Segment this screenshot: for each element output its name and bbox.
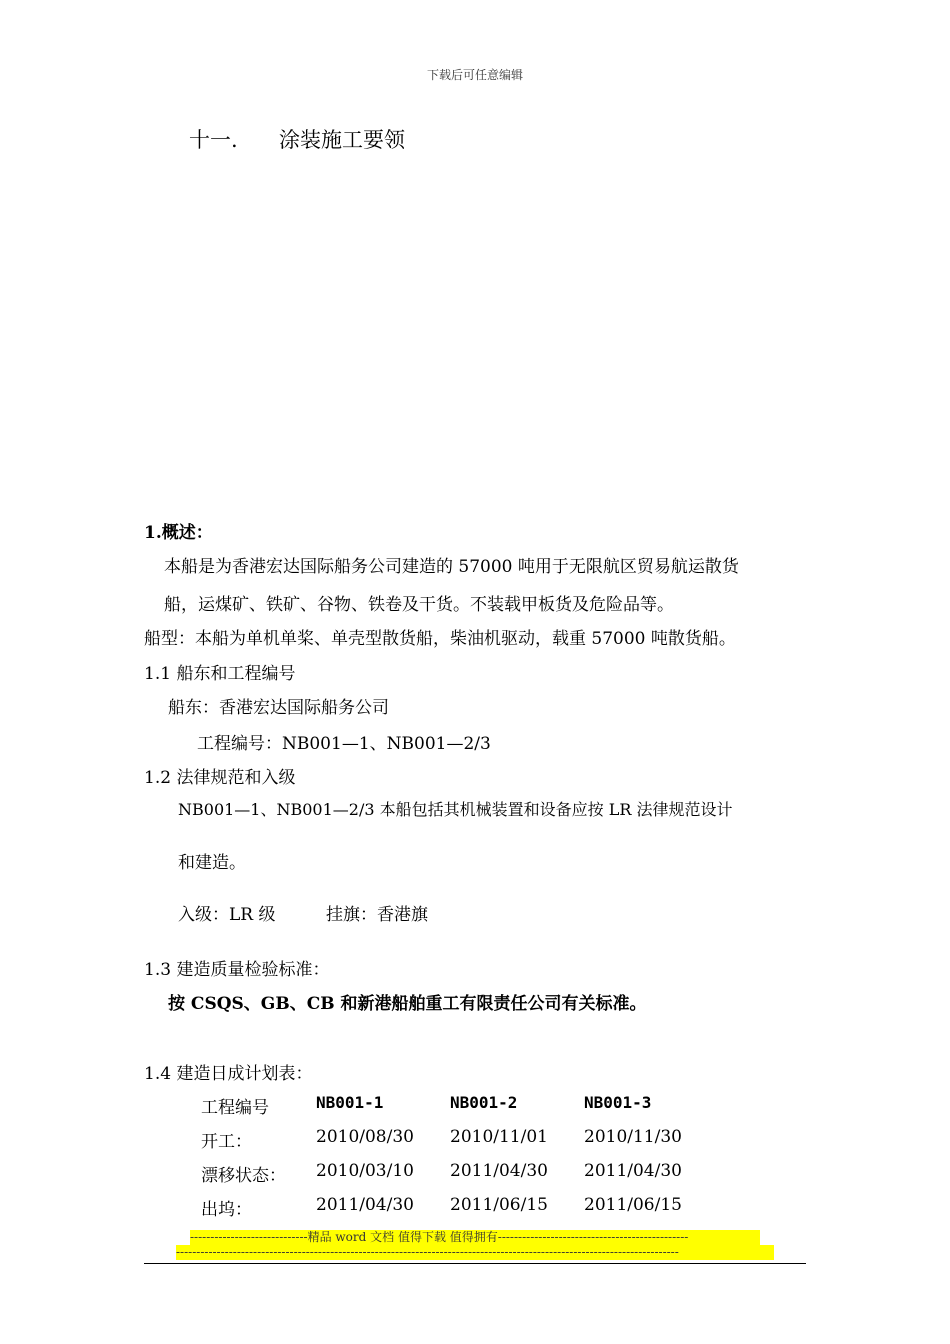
schedule-cell: 2010/03/10 [316, 1161, 414, 1181]
schedule-cell: 2010/11/30 [584, 1127, 682, 1147]
section-1-3-heading: 1.3 建造质量检验标准： [144, 960, 330, 980]
schedule-header-nb001-1: NB001-1 [316, 1093, 384, 1112]
document-title [189, 124, 405, 154]
footer-divider [144, 1263, 806, 1264]
schedule-header-label: 工程编号 [201, 1098, 269, 1118]
schedule-row-label: 出坞： [201, 1200, 252, 1220]
rules-line-1: NB001—1、NB001—2/3 本船包括其机械装置和设备应按 LR 法律规范设计 [178, 800, 733, 819]
overview-line-2: 船，运煤矿、铁矿、谷物、铁卷及干货。不装载甲板货及危险品等。 [164, 595, 674, 615]
quality-standard: 按 CSQS、GB、CB 和新港船舶重工有限责任公司有关标准。 [168, 994, 647, 1014]
overview-line-1: 本船是为香港宏达国际船务公司建造的 57000 吨用于无限航区贸易航运散货 [164, 557, 739, 577]
schedule-cell: 2011/04/30 [316, 1195, 414, 1215]
ship-type: 船型：本船为单机单桨、单壳型散货船，柴油机驱动，载重 57000 吨散货船。 [144, 629, 736, 649]
section-1-1-heading: 1.1 船东和工程编号 [144, 664, 296, 684]
schedule-cell: 2010/11/01 [450, 1127, 548, 1147]
schedule-header-nb001-2: NB001-2 [450, 1093, 518, 1112]
section-1-2-heading: 1.2 法律规范和入级 [144, 768, 296, 788]
footer-banner-line-1: -----------------------------精品 word 文档 值得下载 值得拥有----------------------------------------------- [190, 1230, 760, 1245]
ship-owner: 船东：香港宏达国际船务公司 [168, 698, 389, 718]
schedule-cell: 2011/06/15 [450, 1195, 548, 1215]
section-1-heading: 1.概述： [144, 523, 213, 543]
schedule-cell: 2011/04/30 [584, 1161, 682, 1181]
schedule-row-label: 漂移状态： [201, 1166, 286, 1186]
title-text: 涂装施工要领 [279, 128, 405, 152]
schedule-cell: 2011/04/30 [450, 1161, 548, 1181]
schedule-header-nb001-3: NB001-3 [584, 1093, 652, 1112]
schedule-cell: 2011/06/15 [584, 1195, 682, 1215]
title-number: 十一. [189, 128, 238, 152]
rules-line-2: 和建造。 [178, 853, 246, 873]
schedule-row-label: 开工： [201, 1132, 252, 1152]
page-header: 下载后可任意编辑 [426, 68, 523, 82]
section-1-4-heading: 1.4 建造日成计划表： [144, 1064, 313, 1084]
flag-label: 挂旗：香港旗 [326, 905, 428, 925]
footer-banner-line-2: ---------------------------------------------------------------------------------------------------------------------------- [176, 1245, 774, 1260]
class-label: 入级：LR 级 [178, 905, 276, 925]
schedule-cell: 2010/08/30 [316, 1127, 414, 1147]
project-number: 工程编号：NB001—1、NB001—2/3 [197, 734, 491, 754]
